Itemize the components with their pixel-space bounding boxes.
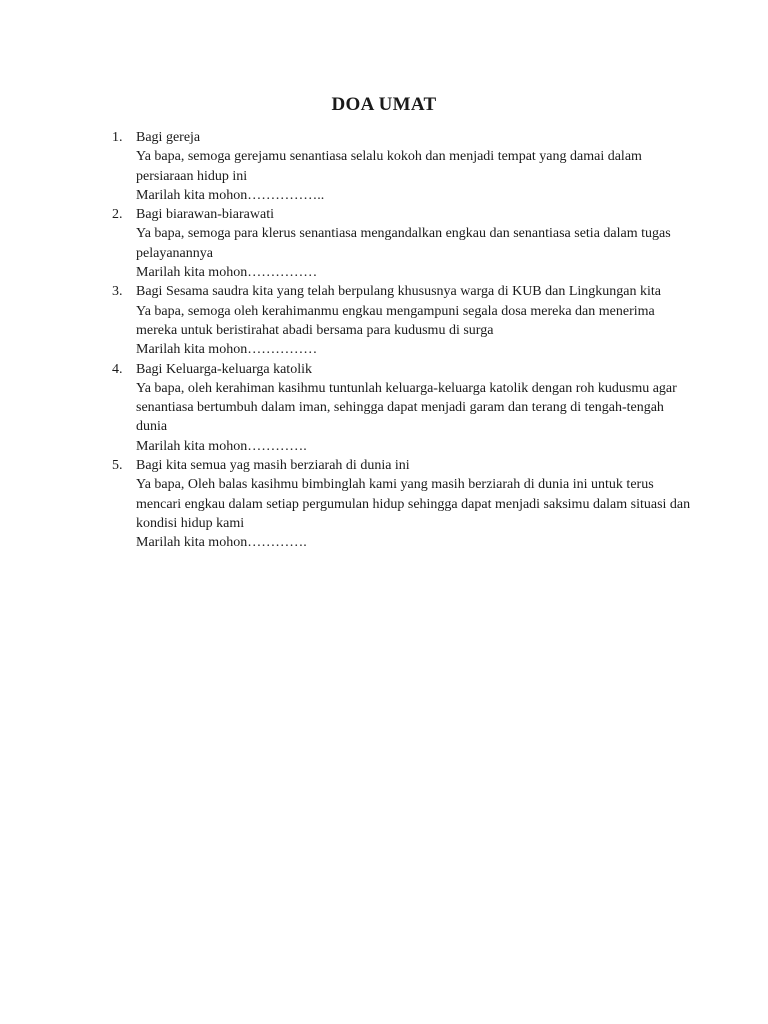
item-closing: Marilah kita mohon…………. (136, 535, 307, 551)
item-number: 1. (112, 130, 123, 145)
item-body: Ya bapa, semoga gerejamu senantiasa selalu kokoh dan menjadi tempat yang damai dalam persiaraan hidup ini (136, 149, 642, 184)
document-title: DOA UMAT (331, 94, 437, 115)
prayer-item-5 (112, 456, 692, 552)
item-closing: Marilah kita mohon…………… (136, 342, 318, 358)
prayer-item-1 (112, 128, 692, 205)
item-heading: Bagi Keluarga-keluarga katolik (136, 361, 312, 377)
prayer-item-3 (112, 282, 692, 359)
item-number: 4. (112, 361, 123, 377)
item-body: Ya bapa, Oleh balas kasihmu bimbinglah kami yang masih berziarah di dunia ini untuk terus mencari engkau dalam setiap pergumulan hidup sehingga dapat menjadi saksimu dalam situasi dan kondisi hidup kami (136, 477, 691, 531)
item-number: 3. (112, 284, 123, 300)
item-body: Ya bapa, semoga para klerus senantiasa mengandalkan engkau dan senantiasa setia dalam tugas pelayanannya (136, 226, 671, 261)
prayer-list (112, 128, 692, 553)
prayer-item-2 (112, 205, 692, 282)
prayer-item-4 (112, 360, 692, 456)
item-heading: Bagi kita semua yag masih berziarah di dunia ini (136, 458, 410, 474)
item-body: Ya bapa, semoga oleh kerahimanmu engkau mengampuni segala dosa mereka dan menerima mereka untuk beristirahat abadi bersama para kudusmu di surga (136, 303, 655, 338)
item-body: Ya bapa, oleh kerahiman kasihmu tuntunlah keluarga-keluarga katolik dengan roh kudusmu agar senantiasa bertumbuh dalam iman, sehingga dapat menjadi garam dan terang di tengah-tengah dunia (136, 380, 677, 435)
item-closing: Marilah kita mohon…………….. (136, 187, 325, 203)
item-heading: Bagi biarawan-biarawati (136, 207, 274, 223)
item-number: 2. (112, 207, 123, 223)
item-heading: Bagi Sesama saudra kita yang telah berpulang khususnya warga di KUB dan Lingkungan kita (136, 284, 662, 300)
item-closing: Marilah kita mohon…………… (136, 265, 318, 281)
item-number: 5. (112, 458, 123, 474)
item-heading: Bagi gereja (136, 130, 201, 145)
item-closing: Marilah kita mohon…………. (136, 438, 307, 454)
